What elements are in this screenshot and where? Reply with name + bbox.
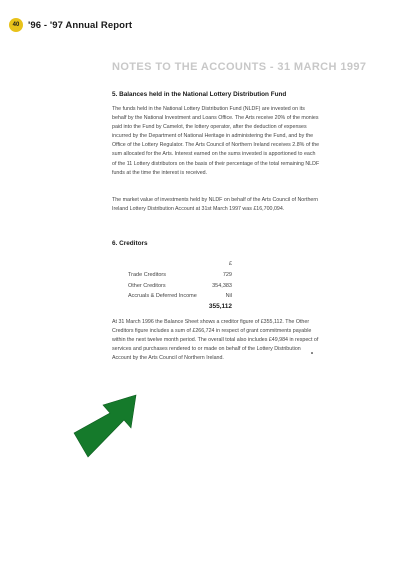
row-amount: 354,383 (212, 282, 232, 289)
report-title: '96 - '97 Annual Report (28, 19, 133, 31)
row-amount: 729 (222, 271, 232, 278)
currency-symbol: £ (228, 261, 232, 267)
row-amount: Nil (225, 293, 232, 300)
balances-paragraph-2: The market value of investments held by NLDF on behalf of the Arts Council of Northern Ireland Lottery Distribution Account at 31st March 1997 was £16,700,094. (112, 197, 319, 213)
total-row (128, 302, 232, 313)
page-header (9, 18, 132, 32)
creditors-paragraph: At 31 March 1996 the Balance Sheet shows a creditor figure of £355,112. The Other Creditors figure includes a sum of £266,724 in respect of grant commitments payable within the next twelve month period. The overall total also includes £49,984 in respect of services and purchases rendered to or made on behalf of the Lottery Distribution Account by the Arts Council of Northern Ireland. (112, 319, 319, 362)
balances-heading: 5. Balances held in the National Lottery Distribution Fund (112, 91, 287, 98)
table-row (128, 270, 232, 281)
creditors-table (128, 259, 232, 313)
currency-row (128, 259, 232, 270)
row-label: Other Creditors (128, 282, 166, 289)
table-row (128, 281, 232, 292)
table-row (128, 291, 232, 302)
section-title: NOTES TO THE ACCOUNTS - 31 MARCH 1997 (112, 61, 367, 73)
total-amount: 355,112 (208, 303, 232, 311)
row-label: Trade Creditors (128, 271, 167, 278)
creditors-heading: 6. Creditors (112, 240, 148, 247)
stray-dot (311, 352, 313, 354)
balances-paragraph-1: The funds held in the National Lottery Distribution Fund (NLDF) are invested on its behalf by the National Investment and Loans Office. The Arts receive 20% of the monies paid into the Fund by Camelot, the lottery operator, after the deduction of expenses incurred by the Department of National Heritage in administering the Fund, and by the Office of the Lottery Regulator. The Arts Council of Northern Ireland receives 2.8% of the sum allocated for the Arts. Interest earned on the sums invested is apportioned to each of the 11 Lottery distributors on the basis of their percentage of the total remaining NLDF funds at the time the interest is received. (112, 106, 320, 176)
row-label: Accruals & Deferred Income (128, 293, 197, 300)
green-arrow-icon (70, 393, 160, 465)
page-number-badge: 40 (9, 18, 23, 32)
